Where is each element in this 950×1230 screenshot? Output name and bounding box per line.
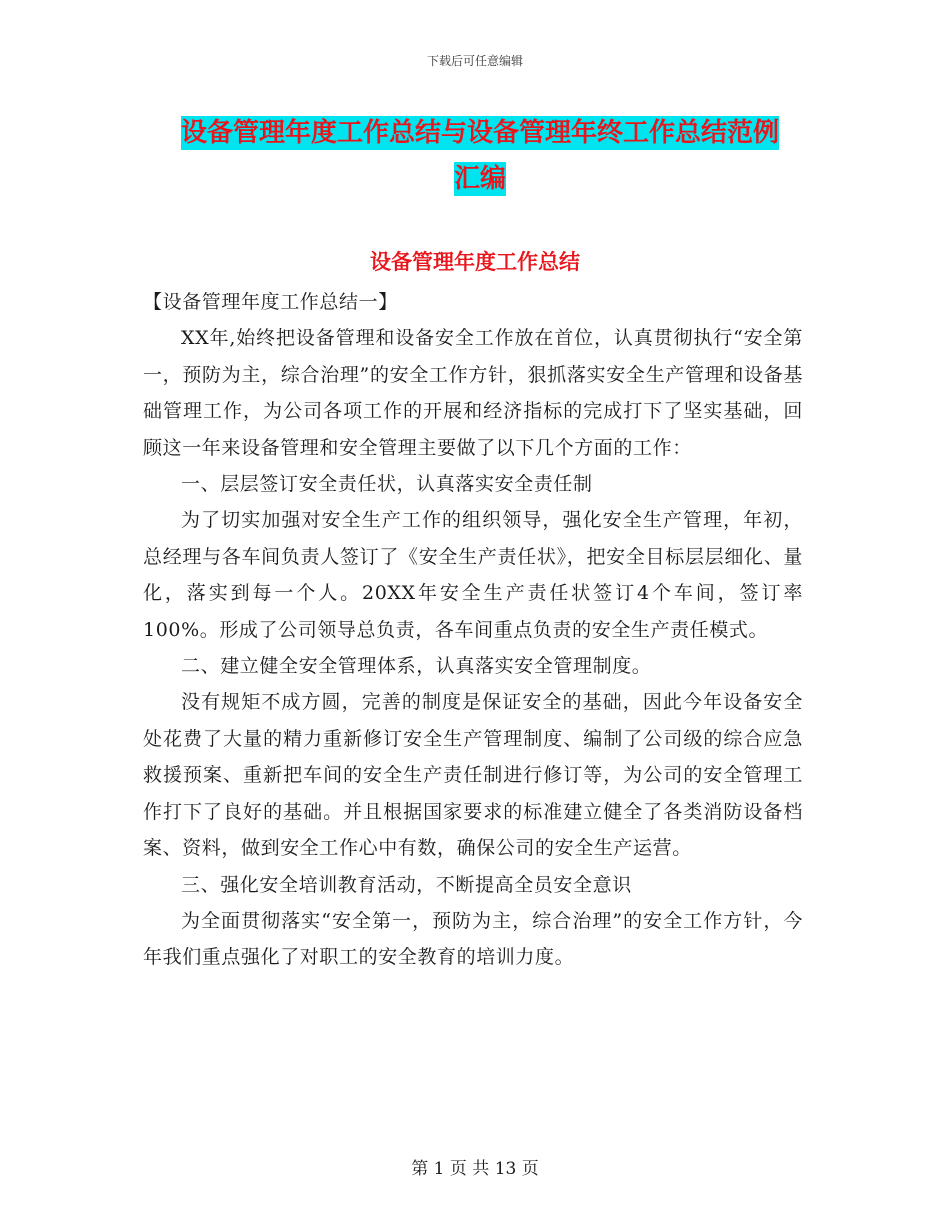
document-body [143, 284, 803, 976]
item-heading: 二、建立健全安全管理体系，认真落实安全管理制度。 [181, 655, 652, 678]
document-title-line-2: 汇编 [453, 164, 506, 194]
body-paragraph: 为全面贯彻落实“安全第一，预防为主，综合治理”的安全工作方针，今年我们重点强化了对职工的安全教育的培训力度。 [143, 909, 803, 969]
item-heading: 三、强化安全培训教育活动，不断提高全员安全意识 [181, 873, 632, 896]
item-heading: 一、层层签订安全责任状，认真落实安全责任制 [181, 473, 593, 496]
subsection-heading: 【设备管理年度工作总结一】 [143, 291, 398, 313]
body-paragraph: 为了切实加强对安全生产工作的组织领导，强化安全生产管理，年初，总经理与各车间负责人签订了《安全生产责任状》，把安全目标层层细化、量化，落实到每一个人。20XX年安全生产责任状签订4个车间，签订率100%。形成了公司领导总负责，各车间重点负责的安全生产责任模式。 [143, 509, 803, 641]
document-title [150, 110, 810, 202]
page-header-note: 下载后可任意编辑 [426, 54, 523, 68]
page-number-footer: 第 1 页 共 13 页 [411, 1159, 539, 1179]
section-title: 设备管理年度工作总结 [370, 250, 580, 274]
body-paragraph: 没有规矩不成方圆，完善的制度是保证安全的基础，因此今年设备安全处花费了大量的精力重新修订安全生产管理制度、编制了公司级的综合应急救援预案、重新把车间的安全生产责任制进行修订等，为公司的安全管理工作打下了良好的基础。并且根据国家要求的标准建立健全了各类消防设备档案、资料，做到安全工作心中有数，确保公司的安全生产运营。 [143, 691, 803, 860]
document-title-line-1: 设备管理年度工作总结与设备管理年终工作总结范例 [180, 118, 779, 148]
body-paragraph: XX年,始终把设备管理和设备安全工作放在首位，认真贯彻执行“安全第一，预防为主，综合治理”的安全工作方针，狠抓落实安全生产管理和设备基础管理工作，为公司各项工作的开展和经济指标的完成打下了坚实基础，回顾这一年来设备管理和安全管理主要做了以下几个方面的工作： [143, 327, 803, 459]
